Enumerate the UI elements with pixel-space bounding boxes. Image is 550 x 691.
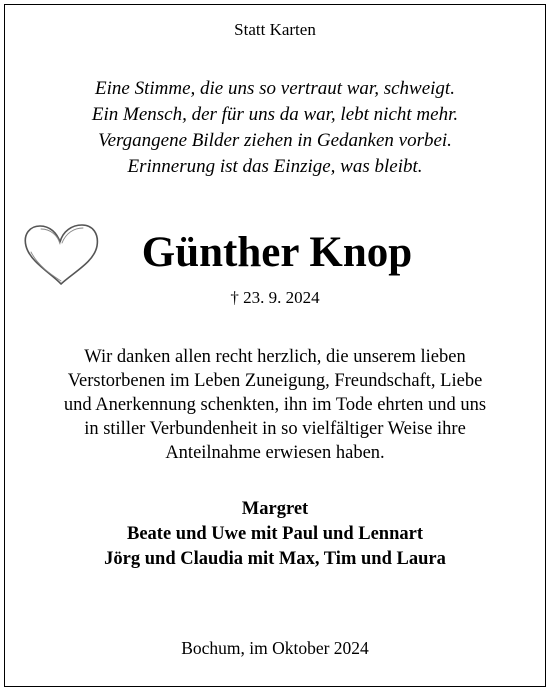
deceased-name-text: Günther Knop xyxy=(141,229,413,276)
poem-line: Eine Stimme, die uns so vertraut war, schweigt. xyxy=(95,78,455,99)
header-statt-karten: Statt Karten xyxy=(234,20,316,39)
signer-line: Margret xyxy=(241,499,309,519)
thanks-line: und Anerkennung schenkten, ihn im Tode ehrten und uns xyxy=(63,395,487,415)
thanks-line: Verstorbenen im Leben Zuneigung, Freundschaft, Liebe xyxy=(67,371,483,391)
signer-line: Jörg und Claudia mit Max, Tim und Laura xyxy=(104,549,446,569)
place-and-date: Bochum, im Oktober 2024 xyxy=(181,638,369,658)
death-date: 23. 9. 2024 xyxy=(243,288,320,307)
death-date-line xyxy=(0,287,550,309)
poem-line: Vergangene Bilder ziehen in Gedanken vorbei. xyxy=(98,130,452,151)
poem-line: Erinnerung ist das Einzige, was bleibt. xyxy=(127,156,423,177)
cross-icon: † xyxy=(230,288,239,307)
signers xyxy=(0,497,550,572)
thanks-line: Wir danken allen recht herzlich, die unserem lieben xyxy=(84,347,466,367)
poem-line: Ein Mensch, der für uns da war, lebt nicht mehr. xyxy=(91,104,459,125)
deceased-name xyxy=(0,224,550,282)
thanks-text xyxy=(0,345,550,465)
thanks-line: in stiller Verbundenheit in so vielfältiger Weise ihre xyxy=(84,419,466,439)
signer-line: Beate und Uwe mit Paul und Lennart xyxy=(126,524,424,544)
poem xyxy=(0,76,550,180)
thanks-line: Anteilnahme erwiesen haben. xyxy=(165,443,385,463)
